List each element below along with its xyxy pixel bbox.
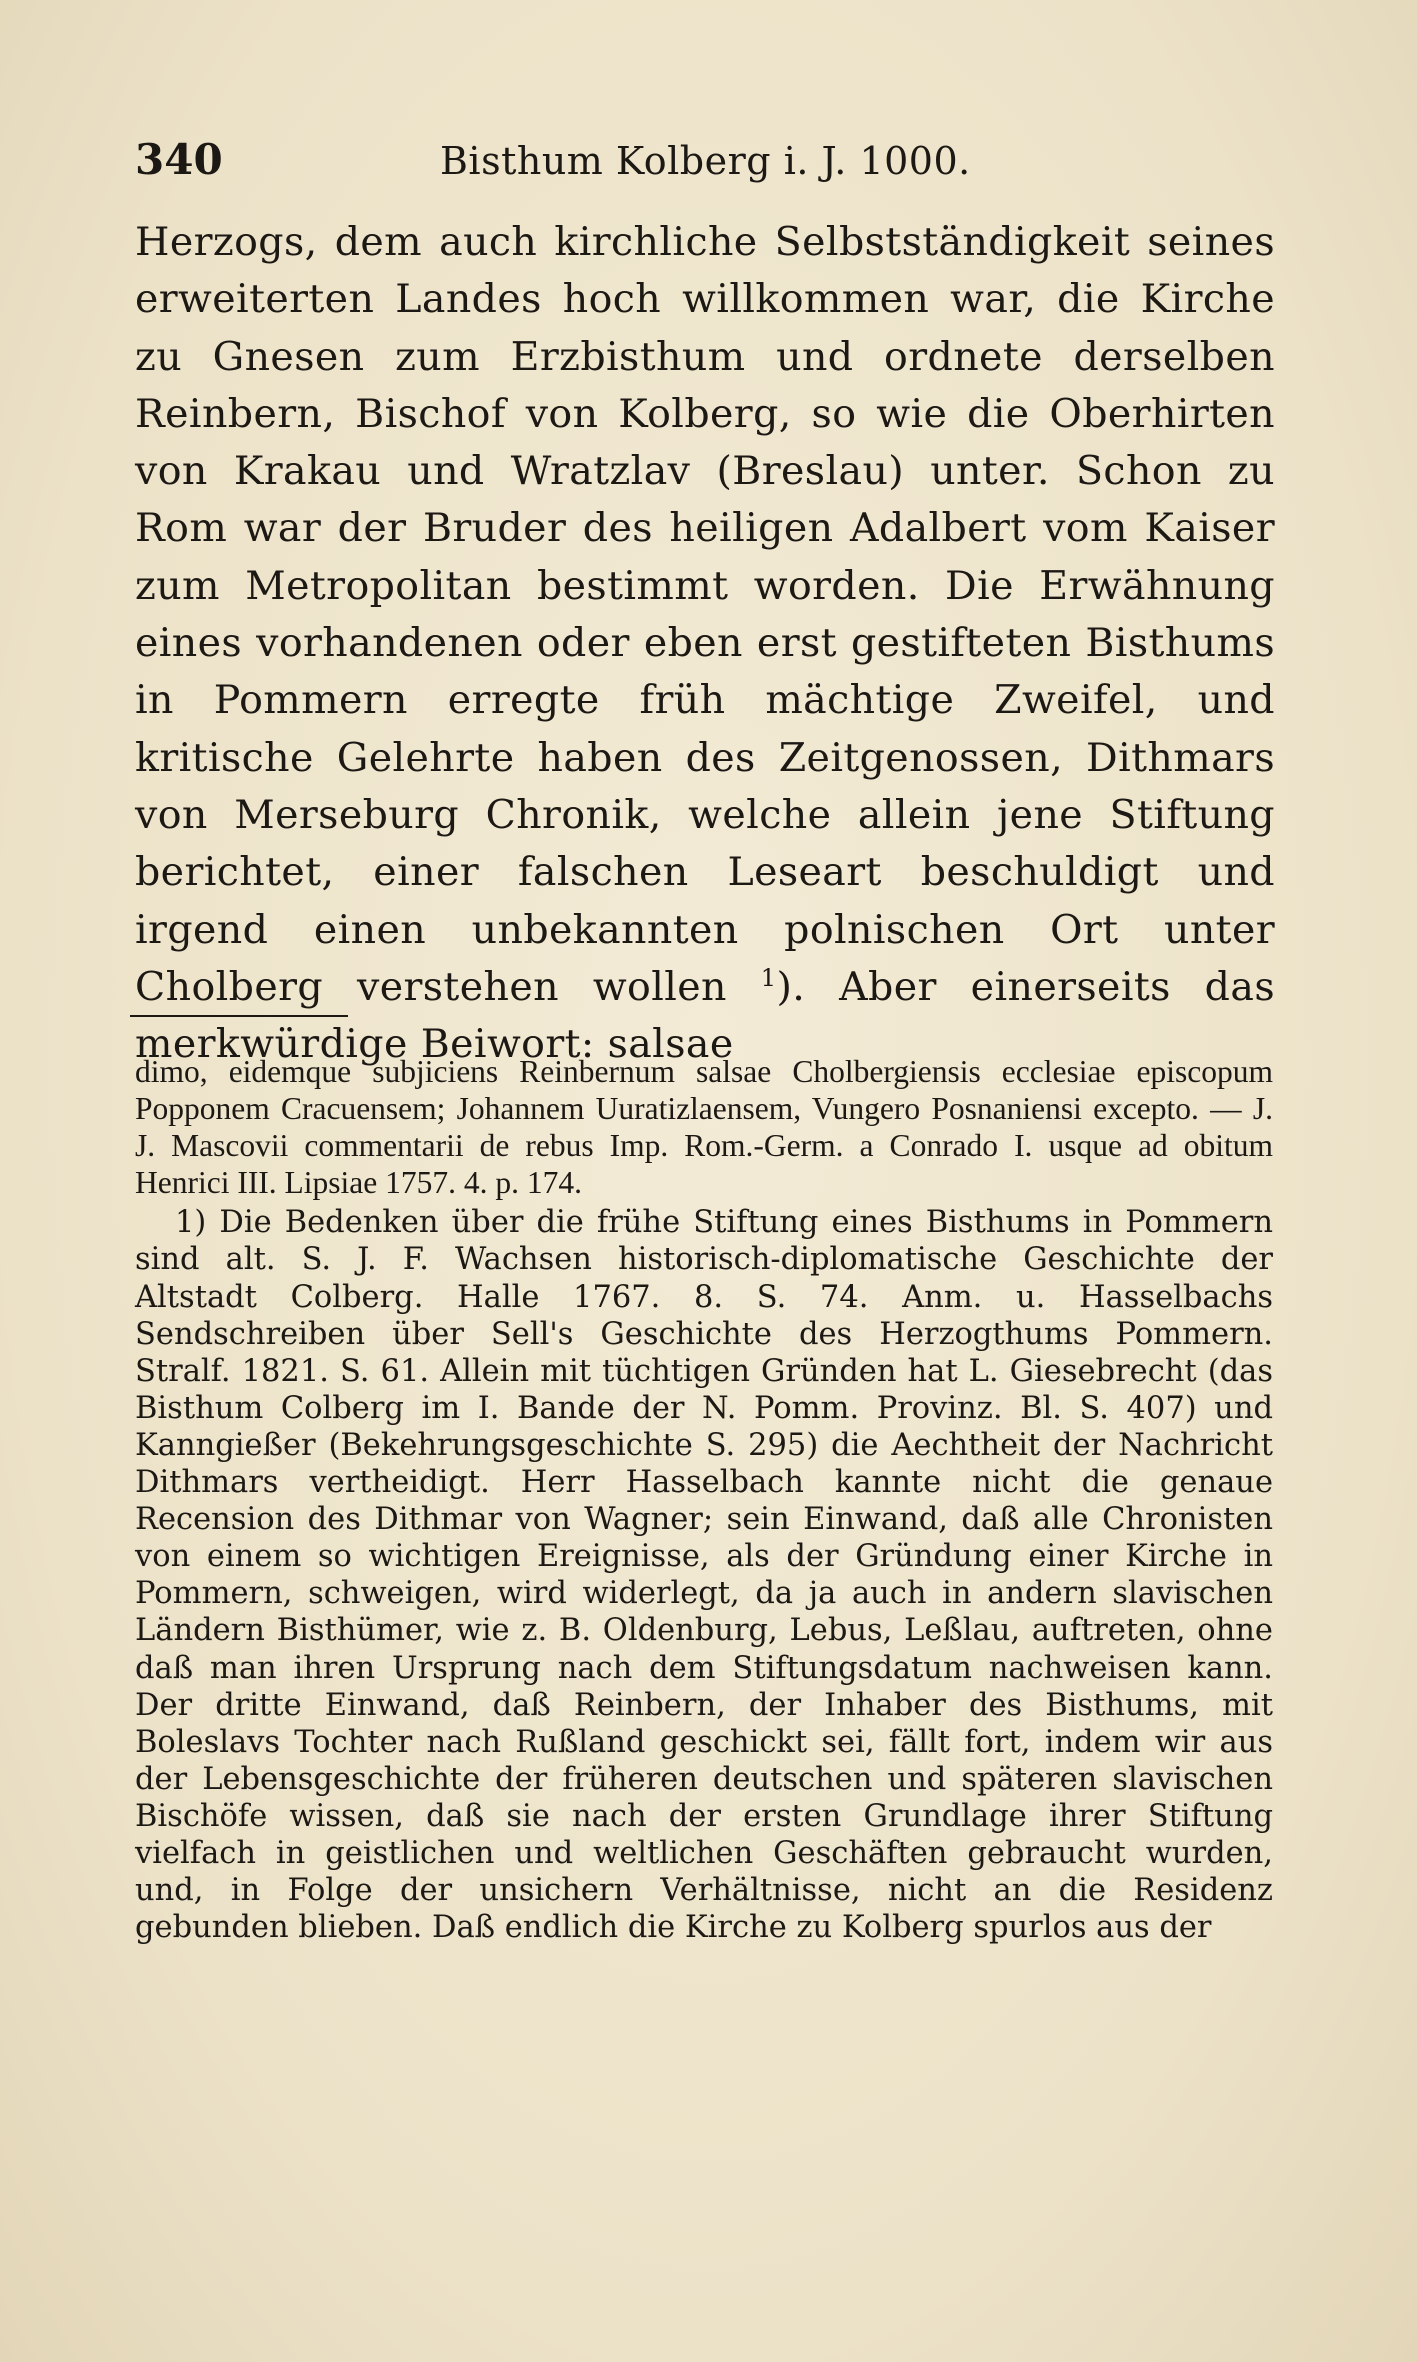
- page-number: 340: [135, 135, 223, 184]
- footnote-1: [135, 1204, 1273, 1946]
- running-head: Bisthum Kolberg i. J. 1000.: [440, 139, 971, 183]
- main-paragraph: [135, 214, 1275, 1073]
- footnotes: [135, 1053, 1273, 1946]
- page-header: [135, 135, 1285, 195]
- main-paragraph-tail: ). Aber einerseits das merkwürdige Beiwort: salsae: [135, 963, 1275, 1068]
- footnote-1-text: Die Bedenken über die frühe Stiftung eines Bisthums in Pommern sind alt. S. J. F. Wachsen historisch-diplomatische Geschichte der Altstadt Colberg. Halle 1767. 8. S. 74. Anm. u. Hasselbachs Sendschreiben über Sell's Geschichte des Herzogthums Pommern. Stralf. 1821. S. 61. Allein mit tüchtigen Gründen hat L. Giesebrecht (das Bisthum Colberg im I. Bande der N. Pomm. Provinz. Bl. S. 407) und Kanngießer (Bekehrungsgeschichte S. 295) die Aechtheit der Nachricht Dithmars vertheidigt. Herr Hasselbach kannte nicht die genaue Recension des Dithmar von Wagner; sein Einwand, daß alle Chronisten von einem so wichtigen Ereignisse, als der Gründung einer Kirche in Pommern, schweigen, wird widerlegt, da ja auch in andern slavischen Ländern Bisthümer, wie z. B. Oldenburg, Lebus, Leßlau, auftreten, ohne daß man ihren Ursprung nach dem Stiftungsdatum nachweisen kann. Der dritte Einwand, daß Reinbern, der Inhaber des Bisthums, mit Boleslavs Tochter nach Rußland geschickt sei, fällt fort, indem wir aus der Lebensgeschichte der früheren deutschen und späteren slavischen Bischöfe wissen, daß sie nach der ersten Grundlage ihrer Stiftung vielfach in geistlichen und weltlichen Geschäften gebraucht wurden, und, in Folge der unsichern Verhältnisse, nicht an die Residenz gebunden blieben. Daß endlich die Kirche zu Kolberg spurlos aus der: [135, 1205, 1273, 1946]
- footnote-reference: 1: [760, 963, 777, 992]
- footnote-rule: [130, 1015, 348, 1017]
- main-text: [135, 214, 1275, 1073]
- main-paragraph-text: Herzogs, dem auch kirchliche Selbstständigkeit seines erweiterten Landes hoch willkommen war, die Kirche zu Gnesen zum Erzbisthum und ordnete derselben Reinbern, Bischof von Kolberg, so wie die Oberhirten von Krakau und Wratzlav (Breslau) unter. Schon zu Rom war der Bruder des heiligen Adalbert vom Kaiser zum Metropolitan bestimmt worden. Die Erwähnung eines vorhandenen oder eben erst gestifteten Bisthums in Pommern erregte früh mächtige Zweifel, und kritische Gelehrte haben des Zeitgenossen, Dithmars von Merseburg Chronik, welche allein jene Stiftung berichtet, einer falschen Leseart beschuldigt und irgend einen unbekannten polnischen Ort unter Cholberg verstehen wollen: [135, 219, 1275, 1010]
- footnote-continuation: dimo, eidemque subjiciens Reinbernum salsae Cholbergiensis ecclesiae episcopum Popponem Cracuensem; Johannem Uuratizlaensem, Vungero Posnaniensi excepto. — J. J. Mascovii commentarii de rebus Imp. Rom.-Germ. a Conrado I. usque ad obitum Henrici III. Lipsiae 1757. 4. p. 174.: [135, 1054, 1273, 1201]
- footnote-1-marker: 1): [175, 1205, 207, 1241]
